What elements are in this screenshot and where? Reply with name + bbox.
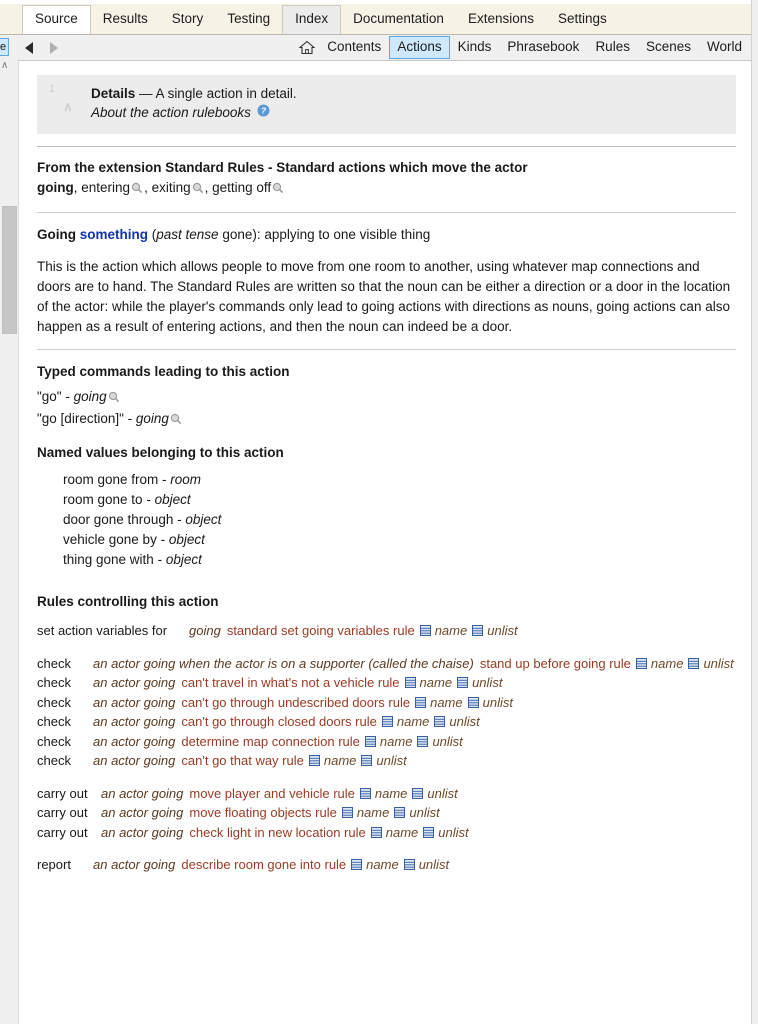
typed-command-text: "go [direction]" (37, 411, 124, 426)
rule-condition: an actor going (101, 805, 184, 820)
rule-unlist-tag[interactable]: unlist (376, 753, 407, 768)
home-icon[interactable] (299, 40, 315, 55)
magnifier-icon[interactable] (272, 179, 284, 200)
rule-row (37, 855, 734, 875)
rule-kind: set action variables for (37, 623, 168, 638)
tab-testing[interactable]: Testing (227, 11, 271, 26)
action-title-something[interactable]: something (79, 227, 149, 242)
rule-name[interactable]: can't go through closed doors rule (181, 714, 377, 729)
magnifier-icon[interactable] (192, 179, 204, 200)
rule-kind: check (37, 714, 71, 729)
grid-icon[interactable] (434, 713, 445, 724)
grid-icon[interactable] (423, 824, 434, 835)
named-value-kind[interactable]: object (185, 512, 222, 527)
subtab-rules[interactable]: Rules (595, 39, 630, 54)
sep-3: , (204, 180, 213, 195)
typed-commands-heading: Typed commands leading to this action (37, 364, 290, 379)
grid-icon[interactable] (417, 733, 428, 744)
grid-icon[interactable] (342, 804, 353, 815)
rule-name-tag[interactable]: name (374, 785, 408, 801)
extension-action-entering[interactable]: entering (81, 180, 131, 195)
details-gutter (47, 85, 91, 123)
rule-name[interactable]: describe room gone into rule (181, 857, 347, 872)
action-title-paren: ( (148, 227, 157, 242)
grid-icon[interactable] (404, 856, 415, 867)
grid-icon[interactable] (394, 804, 405, 815)
rule-name-tag[interactable]: name (385, 824, 419, 840)
rule-name[interactable]: check light in new location rule (189, 824, 366, 840)
rule-unlist-tag[interactable]: unlist (432, 733, 463, 749)
rule-name-tag[interactable]: name (356, 805, 390, 820)
rule-kind: check (37, 655, 71, 671)
typed-command-dash: - (123, 411, 136, 426)
vertical-scrollbar[interactable] (0, 36, 18, 1024)
rule-name-tag[interactable]: name (379, 733, 413, 749)
right-edge-strip (751, 0, 758, 1024)
named-value-kind[interactable]: object (154, 492, 191, 507)
rule-kind: carry out (37, 824, 88, 840)
action-title-verb: Going (37, 227, 80, 242)
named-value-row (37, 510, 734, 530)
rule-kind: check (37, 753, 71, 768)
nav-arrows (20, 41, 59, 54)
divider-2 (37, 212, 736, 213)
rule-kind: check (37, 733, 71, 749)
named-value-row (37, 530, 734, 550)
typed-command-text: "go" (37, 389, 62, 404)
extension-action-exiting[interactable]: exiting (151, 180, 191, 195)
extension-heading: From the extension Standard Rules - Standard actions which move the actor (37, 160, 528, 175)
named-value-dash: - (153, 552, 166, 567)
typed-command-row (37, 387, 734, 409)
named-value-name: door gone through (63, 512, 174, 527)
tab-extensions[interactable]: Extensions (467, 11, 534, 26)
named-value-dash: - (156, 532, 169, 547)
svg-text:?: ? (260, 105, 266, 116)
rule-unlist-tag[interactable]: unlist (449, 714, 480, 729)
named-value-kind[interactable]: object (168, 532, 205, 547)
rule-kind: carry out (37, 805, 88, 820)
rule-name[interactable]: can't go through undescribed doors rule (181, 694, 411, 710)
named-value-name: vehicle gone by (63, 532, 157, 547)
rule-kind: carry out (37, 785, 88, 801)
rule-name[interactable]: move floating objects rule (189, 805, 337, 820)
rule-name[interactable]: determine map connection rule (181, 733, 360, 749)
index-navbar (0, 35, 758, 61)
extension-section (25, 158, 744, 200)
rule-unlist-tag[interactable]: unlist (409, 805, 440, 820)
scrollbar-thumb[interactable] (2, 206, 17, 334)
named-value-dash: - (158, 472, 171, 487)
rule-row (37, 823, 734, 843)
sep-2: , (144, 180, 152, 195)
extension-action-going[interactable]: going (37, 180, 74, 195)
rule-unlist-tag[interactable]: unlist (472, 675, 503, 690)
subtab-world[interactable]: World (706, 39, 742, 54)
forward-arrow-icon[interactable] (48, 41, 59, 54)
rule-name-tag[interactable]: name (323, 753, 357, 768)
action-title (37, 224, 734, 245)
offscreen-caret-icon: ∧ (1, 60, 9, 71)
rule-row (37, 712, 734, 732)
rule-row (37, 732, 734, 752)
grid-icon[interactable] (636, 655, 647, 666)
magnifier-icon[interactable] (108, 389, 120, 409)
action-section (25, 224, 744, 337)
rule-name[interactable]: standard set going variables rule (226, 623, 415, 638)
rules-section (25, 594, 744, 875)
grid-icon[interactable] (405, 674, 416, 685)
rule-unlist-tag[interactable]: unlist (487, 623, 518, 638)
named-value-name: room gone to (63, 492, 143, 507)
named-value-row (37, 550, 734, 570)
rule-condition: an actor going when the actor is on a supporter (called the chaise) (93, 655, 474, 671)
subtab-kinds[interactable]: Kinds (457, 39, 492, 54)
details-collapse-caret-icon[interactable]: ∧ (63, 99, 73, 114)
sep-1: , (73, 180, 82, 195)
rule-unlist-tag[interactable]: unlist (427, 785, 458, 801)
named-value-kind[interactable]: object (165, 552, 202, 567)
rule-group (37, 855, 734, 875)
details-subtitle-row (91, 103, 726, 123)
rule-name[interactable]: can't go that way rule (181, 753, 304, 768)
typed-commands-section (25, 364, 744, 431)
rule-unlist-tag[interactable]: unlist (703, 655, 734, 671)
named-values-heading: Named values belonging to this action (37, 445, 284, 460)
tab-documentation[interactable]: Documentation (353, 11, 444, 26)
subtab-actions[interactable]: Actions (389, 36, 449, 59)
grid-icon[interactable] (688, 655, 699, 666)
named-values-section (25, 445, 744, 570)
rule-name-tag[interactable]: name (396, 714, 430, 729)
grid-icon[interactable] (420, 622, 431, 633)
extension-action-getting-off[interactable]: getting off (212, 180, 272, 195)
typed-command-action[interactable]: going (135, 411, 169, 426)
rule-row (37, 673, 734, 693)
rule-condition: an actor going (101, 785, 184, 801)
subtab-phrasebook[interactable]: Phrasebook (507, 39, 580, 54)
rule-group (37, 654, 734, 771)
tab-story[interactable]: Story (171, 11, 204, 26)
grid-icon[interactable] (468, 694, 479, 705)
typed-command-row (37, 409, 734, 431)
grid-icon[interactable] (457, 674, 468, 685)
grid-icon[interactable] (360, 785, 371, 796)
typed-command-action[interactable]: going (73, 389, 107, 404)
subtab-contents[interactable]: Contents (327, 39, 382, 54)
details-number: 1 (49, 83, 56, 95)
rule-name[interactable]: stand up before going rule (479, 655, 631, 671)
tab-index[interactable]: Index (282, 5, 341, 34)
details-title-bold: Details (91, 86, 136, 101)
details-title-rest: — A single action in detail. (139, 86, 297, 101)
tab-results[interactable]: Results (102, 11, 148, 26)
rule-name-tag[interactable]: name (650, 655, 684, 671)
rule-unlist-tag[interactable]: unlist (438, 824, 469, 840)
divider-1 (37, 146, 736, 147)
named-value-row (37, 470, 734, 490)
magnifier-icon[interactable] (170, 411, 182, 431)
grid-icon[interactable] (351, 856, 362, 867)
rule-condition: an actor going (93, 675, 176, 690)
typed-command-dash: - (61, 389, 74, 404)
offscreen-tab-fragment[interactable]: e (0, 38, 9, 56)
tab-source[interactable]: Source (22, 5, 91, 34)
rule-condition: an actor going (93, 694, 176, 710)
rule-condition: an actor going (93, 714, 176, 729)
index-subtabs (299, 36, 758, 59)
rule-row (37, 693, 734, 713)
rule-row (37, 621, 734, 641)
rule-group (37, 784, 734, 843)
grid-icon[interactable] (365, 733, 376, 744)
main-tabbar (0, 0, 758, 35)
rule-kind: check (37, 694, 71, 710)
magnifier-icon[interactable] (131, 179, 143, 200)
rules-list (37, 621, 734, 875)
rule-row (37, 784, 734, 804)
details-body (91, 85, 726, 123)
tab-settings[interactable]: Settings (557, 11, 607, 26)
rule-name[interactable]: can't travel in what's not a vehicle rule (181, 675, 400, 690)
rule-name-tag[interactable]: name (419, 675, 453, 690)
named-value-name: thing gone with (63, 552, 154, 567)
rule-name-tag[interactable]: name (366, 857, 399, 872)
grid-icon[interactable] (412, 785, 423, 796)
action-title-past-tense-label: past tense (156, 227, 219, 242)
divider-3 (37, 349, 736, 350)
rule-unlist-tag[interactable]: unlist (482, 694, 513, 710)
rule-condition: going (189, 623, 221, 638)
named-value-kind[interactable]: room (170, 472, 202, 487)
named-value-dash: - (173, 512, 186, 527)
rule-row (37, 751, 734, 771)
rule-name-tag[interactable]: name (434, 623, 468, 638)
rule-name-tag[interactable]: name (430, 694, 463, 710)
rule-condition: an actor going (93, 857, 176, 872)
grid-icon[interactable] (371, 824, 382, 835)
action-title-tail: gone): applying to one visible thing (218, 227, 431, 242)
details-banner[interactable] (37, 75, 736, 134)
details-subtitle[interactable]: About the action rulebooks (91, 105, 251, 120)
grid-icon[interactable] (382, 713, 393, 724)
rule-condition: an actor going (93, 733, 176, 749)
rule-row (37, 654, 734, 674)
rule-unlist-tag[interactable]: unlist (418, 857, 450, 872)
named-value-row (37, 490, 734, 510)
rule-kind: report (37, 857, 71, 872)
grid-icon[interactable] (415, 694, 426, 705)
back-arrow-icon[interactable] (23, 41, 34, 54)
rule-row (37, 803, 734, 823)
rule-group (37, 621, 734, 641)
named-value-dash: - (142, 492, 155, 507)
grid-icon[interactable] (309, 752, 320, 763)
rules-heading: Rules controlling this action (37, 594, 219, 609)
subtab-scenes[interactable]: Scenes (645, 39, 691, 54)
action-description: This is the action which allows people to move from one room to another, using whatever map connections and doors are to hand. The Standard Rules are written so that the noun can be either a direction or a door in the location of the actor: while the player's commands only lead to going actions with directions as nouns, going actions can also happen as a result of entering actions, and then the noun can indeed be a door. (37, 259, 731, 334)
named-value-name: room gone from (63, 472, 159, 487)
grid-icon[interactable] (472, 622, 483, 633)
extension-action-list (37, 177, 734, 200)
details-title (91, 85, 726, 103)
rule-kind: check (37, 675, 71, 690)
index-content-pane (18, 61, 758, 1024)
rule-condition: an actor going (101, 824, 184, 840)
rule-condition: an actor going (93, 753, 176, 768)
grid-icon[interactable] (361, 752, 372, 763)
rule-name[interactable]: move player and vehicle rule (189, 785, 355, 801)
help-icon[interactable] (257, 103, 270, 123)
